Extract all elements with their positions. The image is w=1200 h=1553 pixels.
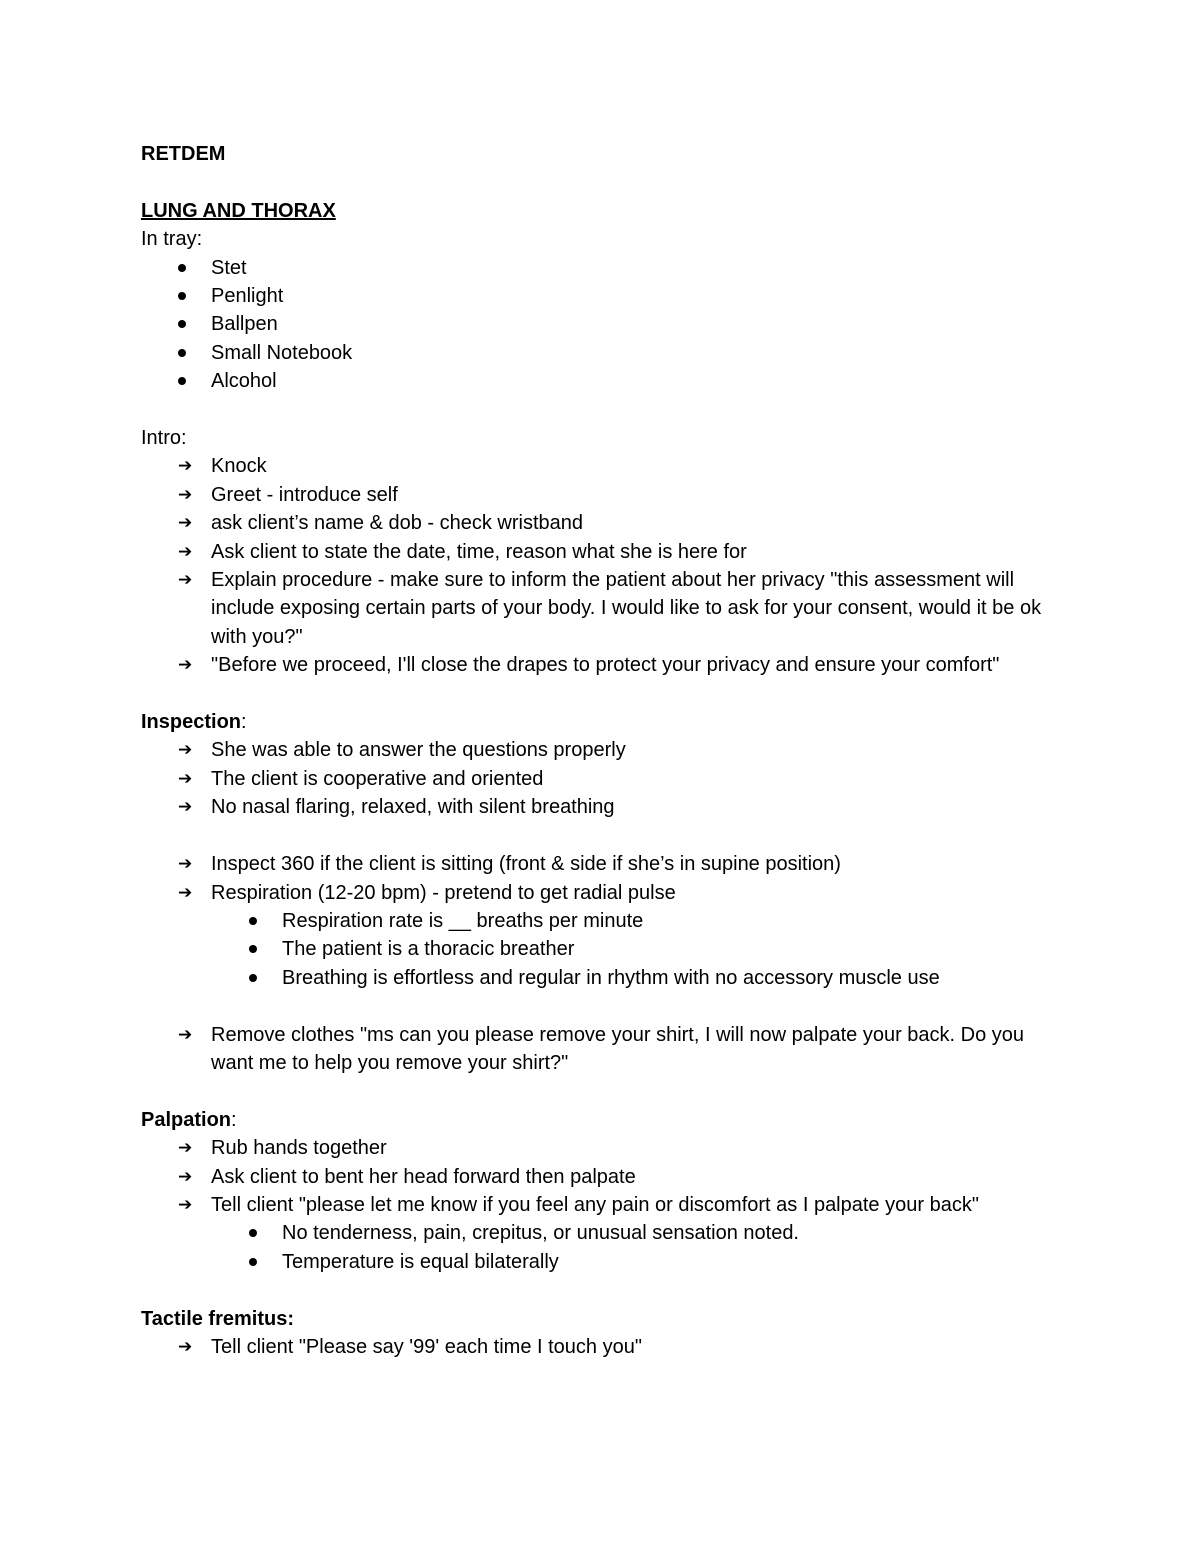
tactile-list [141, 1333, 1061, 1361]
arrow-icon: ➔ [178, 456, 193, 477]
arrow-icon: ➔ [178, 1336, 193, 1357]
arrow-icon: ➔ [178, 1024, 193, 1045]
list-item: ➔ The client is cooperative and oriented [141, 765, 1061, 793]
list-item: ➔ Knock [141, 452, 1061, 480]
list-item: Stet [141, 254, 1061, 282]
document-title: RETDEM [141, 143, 226, 165]
list-item: ➔ Remove clothes "ms can you please remove your shirt, I will now palpate your back. Do you want me to help you remove your shirt?" [141, 1021, 1061, 1078]
intro-list [141, 452, 1061, 679]
sub-list-item: Temperature is equal bilaterally [141, 1248, 1061, 1276]
list-item: ➔ ask client’s name & dob - check wristband [141, 509, 1061, 537]
palpation-list [141, 1134, 1061, 1276]
arrow-icon: ➔ [178, 740, 193, 761]
palpation-heading: Palpation: [141, 1108, 237, 1131]
arrow-icon: ➔ [178, 768, 193, 789]
list-item: ➔ Greet - introduce self [141, 481, 1061, 509]
arrow-icon: ➔ [178, 1166, 193, 1187]
list-item: ➔ "Before we proceed, I'll close the drapes to protect your privacy and ensure your comfort" [141, 651, 1061, 679]
remove-clothes-list [141, 1021, 1061, 1078]
sub-list-item: Breathing is effortless and regular in rhythm with no accessory muscle use [141, 964, 1061, 992]
bullet-icon [249, 964, 257, 992]
inspection-heading: Inspection: [141, 711, 247, 734]
list-item: ➔ No nasal flaring, relaxed, with silent breathing [141, 793, 1061, 821]
bullet-icon [249, 907, 257, 935]
list-item: ➔ Ask client to state the date, time, reason what she is here for [141, 538, 1061, 566]
in-tray-label: In tray: [141, 228, 203, 251]
bullet-icon [249, 935, 257, 963]
arrow-icon: ➔ [178, 513, 193, 534]
arrow-icon: ➔ [178, 797, 193, 818]
section-title: LUNG AND THORAX [141, 199, 336, 222]
arrow-icon: ➔ [178, 484, 193, 505]
sub-list-item: Respiration rate is __ breaths per minute [141, 907, 1061, 935]
inspection-list [141, 736, 1061, 821]
arrow-icon: ➔ [178, 1138, 193, 1159]
intro-label: Intro: [141, 427, 187, 450]
list-item: ➔ Inspect 360 if the client is sitting (front & side if she’s in supine position) [141, 850, 1061, 878]
sub-list-item: No tenderness, pain, crepitus, or unusual sensation noted. [141, 1219, 1061, 1247]
bullet-icon [249, 1248, 257, 1276]
bullet-icon [178, 254, 198, 282]
arrow-icon: ➔ [178, 541, 193, 562]
list-item: Penlight [141, 282, 1061, 310]
bullet-icon [178, 310, 198, 338]
sub-list-item: The patient is a thoracic breather [141, 935, 1061, 963]
list-item: ➔ Rub hands together [141, 1134, 1061, 1162]
document-body [141, 140, 1061, 1361]
arrow-icon: ➔ [178, 570, 193, 591]
bullet-icon [178, 339, 198, 367]
list-item: ➔ Tell client "Please say '99' each time I touch you" [141, 1333, 1061, 1361]
in-tray-list [141, 254, 1061, 396]
list-item: ➔ Explain procedure - make sure to inform the patient about her privacy "this assessment will include exposing certain parts of your body. I would like to ask for your consent, would it be ok with you?" [141, 566, 1061, 651]
inspection-list-2 [141, 850, 1061, 992]
list-item: Alcohol [141, 367, 1061, 395]
list-item: ➔ Tell client "please let me know if you feel any pain or discomfort as I palpate your back" [141, 1191, 1061, 1219]
arrow-icon: ➔ [178, 854, 193, 875]
list-item: Small Notebook [141, 339, 1061, 367]
bullet-icon [178, 282, 198, 310]
arrow-icon: ➔ [178, 655, 193, 676]
tactile-fremitus-heading: Tactile fremitus: [141, 1307, 294, 1330]
list-item: ➔ Respiration (12-20 bpm) - pretend to get radial pulse [141, 879, 1061, 907]
bullet-icon [249, 1219, 257, 1247]
bullet-icon [178, 367, 198, 395]
arrow-icon: ➔ [178, 882, 193, 903]
list-item: ➔ Ask client to bent her head forward then palpate [141, 1163, 1061, 1191]
arrow-icon: ➔ [178, 1194, 193, 1215]
list-item: Ballpen [141, 310, 1061, 338]
list-item: ➔ She was able to answer the questions properly [141, 736, 1061, 764]
